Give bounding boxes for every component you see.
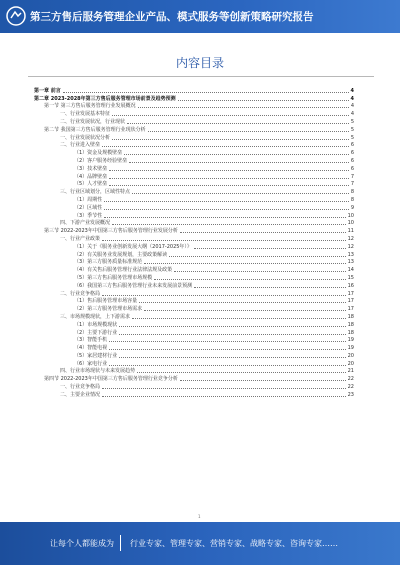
toc-entry-title: （1）关于《服务业创新发展大纲（2017-2025年）》: [74, 243, 192, 250]
toc-leader-dots: [102, 240, 346, 241]
toc-entry-title: （2）区域性: [74, 204, 103, 211]
toc-entry-title: 三、市场规模现状，上下游需求: [60, 313, 131, 320]
toc-entry-page: 19: [347, 345, 354, 352]
toc-entry[interactable]: [34, 86, 354, 94]
toc-leader-dots: [104, 217, 345, 218]
toc-entry-title: 一、行业竞争格局: [60, 384, 101, 391]
report-title: 第三方售后服务管理企业产品、模式服务等创新策略研究报告: [30, 11, 314, 23]
toc-entry[interactable]: [34, 180, 354, 188]
toc-entry[interactable]: [34, 94, 354, 102]
logo-icon: [6, 6, 26, 26]
toc-entry[interactable]: [34, 133, 354, 141]
toc-entry[interactable]: [34, 312, 354, 320]
page-number: 1: [198, 514, 201, 519]
toc-entry-title: 一、行业发展基本特征: [60, 111, 111, 118]
toc-leader-dots: [139, 302, 345, 303]
toc-leader-dots: [109, 170, 349, 171]
toc-entry[interactable]: [34, 250, 354, 258]
toc-entry[interactable]: [34, 211, 354, 219]
footer-slogan: 让每个人都能成为: [50, 539, 114, 548]
toc-leader-dots: [112, 139, 349, 140]
toc-entry-title: （1）市场规模现状: [74, 321, 118, 328]
toc-heading: 内容目录: [175, 56, 224, 70]
toc-entry-title: （3）技术壁垒: [74, 165, 108, 172]
toc-entry-page: 20: [347, 360, 354, 367]
toc-leader-dots: [119, 326, 345, 327]
toc-entry[interactable]: [34, 195, 354, 203]
toc-entry[interactable]: [34, 258, 354, 266]
toc-entry[interactable]: [34, 117, 354, 125]
table-of-contents: [34, 86, 354, 398]
toc-entry-page: 23: [347, 391, 354, 398]
toc-entry-title: （5）人才壁垒: [74, 181, 108, 188]
toc-leader-dots: [180, 232, 346, 233]
toc-entry[interactable]: [34, 164, 354, 172]
toc-entry-title: （5）家居建材行业: [74, 352, 118, 359]
toc-entry[interactable]: [34, 351, 354, 359]
toc-entry-title: 四、下游产业发展概况: [60, 220, 111, 227]
toc-entry-page: 22: [347, 376, 354, 383]
toc-entry[interactable]: [34, 242, 354, 250]
toc-entry-page: 16: [347, 282, 354, 289]
toc-leader-dots: [154, 279, 345, 280]
toc-leader-dots: [174, 271, 345, 272]
toc-entry-title: 一、行业产业政策: [60, 235, 101, 242]
toc-entry-page: 5: [350, 118, 354, 125]
toc-entry-title: （4）品牌壁垒: [74, 173, 108, 180]
toc-entry-title: 第一节 第三方售后服务管理行业发展概况: [44, 103, 136, 110]
toc-entry-title: 第二章 2023-2028年第三方售后服务管理市场前景及趋势预测: [34, 95, 176, 102]
toc-entry-page: 4: [350, 111, 354, 118]
toc-entry[interactable]: [34, 336, 354, 344]
toc-entry-title: 第三节 2022-2023年中国第三方售后服务管理行业发展分析: [44, 228, 178, 235]
toc-leader-dots: [109, 349, 345, 350]
toc-entry[interactable]: [34, 382, 354, 390]
toc-leader-dots: [127, 123, 349, 124]
toc-entry-page: 15: [347, 274, 354, 281]
footer-divider: [120, 535, 121, 551]
toc-entry-title: 二、主要企业情况: [60, 391, 101, 398]
toc-entry-title: （4）智能电视: [74, 345, 108, 352]
toc-leader-dots: [148, 131, 349, 132]
toc-entry-page: 11: [347, 228, 354, 235]
toc-entry-title: （2）第三方服务管理市场需求: [74, 306, 143, 313]
toc-leader-dots: [102, 146, 349, 147]
toc-entry-page: 6: [350, 157, 354, 164]
toc-leader-dots: [144, 310, 345, 311]
toc-leader-dots: [112, 224, 346, 225]
toc-leader-dots: [129, 162, 349, 163]
toc-entry[interactable]: [34, 359, 354, 367]
toc-leader-dots: [137, 372, 346, 373]
toc-entry-page: 7: [350, 173, 354, 180]
toc-leader-dots: [138, 107, 349, 108]
toc-entry-title: （6）家电行业: [74, 360, 108, 367]
toc-entry-page: 6: [350, 142, 354, 149]
toc-entry[interactable]: [34, 125, 354, 133]
toc-entry-title: 三、行业区域划分，区域性特点: [60, 189, 131, 196]
toc-entry-page: 17: [347, 298, 354, 305]
toc-entry-page: 12: [347, 243, 354, 250]
toc-entry[interactable]: [34, 374, 354, 382]
toc-entry-title: （6）我国第三方售后服务管理行业未来发展前景预测: [74, 282, 193, 289]
toc-entry-page: 18: [347, 313, 354, 320]
toc-entry-page: 14: [347, 267, 354, 274]
toc-entry-page: 13: [347, 259, 354, 266]
toc-entry-title: 二、行业竞争格局: [60, 290, 101, 297]
toc-entry-page: 18: [347, 321, 354, 328]
toc-entry-page: 5: [350, 134, 354, 141]
toc-entry[interactable]: [34, 297, 354, 305]
toc-entry-title: （2）有关服务业发展规划，主要政策解读: [74, 251, 168, 258]
toc-leader-dots: [102, 396, 346, 397]
toc-entry-page: 12: [347, 235, 354, 242]
toc-leader-dots: [63, 92, 349, 93]
toc-entry-title: （1）资金及规模壁垒: [74, 150, 123, 157]
toc-leader-dots: [102, 295, 346, 296]
toc-entry-page: 5: [350, 126, 354, 133]
toc-leader-dots: [109, 178, 349, 179]
toc-leader-dots: [104, 209, 349, 210]
toc-leader-dots: [109, 185, 349, 186]
toc-leader-dots: [144, 263, 345, 264]
toc-entry[interactable]: [34, 187, 354, 195]
toc-leader-dots: [132, 193, 349, 194]
toc-entry[interactable]: [34, 367, 354, 375]
toc-leader-dots: [132, 318, 346, 319]
toc-leader-dots: [194, 287, 345, 288]
toc-entry[interactable]: [34, 289, 354, 297]
toc-entry-page: 7: [350, 181, 354, 188]
toc-entry-page: 13: [347, 251, 354, 258]
toc-leader-dots: [180, 380, 346, 381]
toc-entry-page: 10: [347, 212, 354, 219]
toc-entry-title: 一、行业发展状况分析: [60, 134, 111, 141]
toc-entry[interactable]: [34, 320, 354, 328]
toc-entry[interactable]: [34, 281, 354, 289]
toc-entry[interactable]: [34, 265, 354, 273]
toc-entry-title: 二、行业发展状况，行业现状: [60, 118, 126, 125]
toc-leader-dots: [194, 248, 346, 249]
toc-entry-title: （1）售后服务管理市场容量: [74, 298, 138, 305]
toc-entry-page: 6: [350, 165, 354, 172]
toc-entry-page: 6: [350, 150, 354, 157]
toc-entry-page: 20: [347, 352, 354, 359]
toc-leader-dots: [104, 201, 349, 202]
toc-entry[interactable]: [34, 148, 354, 156]
toc-entry[interactable]: [34, 390, 354, 398]
toc-entry-page: 4: [350, 87, 354, 94]
toc-entry-title: 第四节 2022-2023年中国第三方售后服务管理行业竞争分析: [44, 376, 178, 383]
toc-entry-page: 17: [347, 306, 354, 313]
toc-divider: [28, 76, 374, 77]
toc-entry-title: （4）有关售后服务管理行业法律法规及政策: [74, 267, 173, 274]
toc-entry-page: 18: [347, 329, 354, 336]
toc-leader-dots: [119, 334, 345, 335]
toc-entry[interactable]: [34, 226, 354, 234]
toc-entry-title: （3）季节性: [74, 212, 103, 219]
toc-entry-title: 第二节 我国第三方售后服务管理行业现状分析: [44, 126, 146, 133]
toc-entry-page: 17: [347, 290, 354, 297]
toc-entry-title: 第一章 前言: [34, 87, 61, 94]
toc-entry-title: 二、行业进入壁垒: [60, 142, 101, 149]
toc-leader-dots: [109, 341, 345, 342]
toc-leader-dots: [102, 388, 346, 389]
toc-entry[interactable]: [34, 109, 354, 117]
toc-entry-title: （2）主要下游行业: [74, 329, 118, 336]
toc-leader-dots: [178, 100, 349, 101]
toc-entry-title: 四、行业市场现状与未来发展趋势: [60, 368, 136, 375]
footer-experts: 行业专家、管理专家、营销专家、战略专家、咨询专家……: [130, 539, 338, 548]
toc-entry-page: 8: [350, 189, 354, 196]
toc-entry-title: （1）周期性: [74, 196, 103, 203]
toc-entry[interactable]: [34, 102, 354, 110]
toc-entry-title: （2）客户服务经验壁垒: [74, 157, 128, 164]
toc-leader-dots: [109, 365, 345, 366]
toc-entry[interactable]: [34, 203, 354, 211]
toc-entry-page: 10: [347, 220, 354, 227]
toc-entry[interactable]: [34, 141, 354, 149]
toc-entry[interactable]: [34, 304, 354, 312]
toc-entry-page: 4: [350, 103, 354, 110]
toc-entry[interactable]: [34, 156, 354, 164]
toc-entry-page: 21: [347, 368, 354, 375]
toc-entry[interactable]: [34, 328, 354, 336]
toc-entry-page: 19: [347, 337, 354, 344]
toc-entry-title: （3）智能手机: [74, 337, 108, 344]
report-header-banner: [0, 0, 400, 33]
toc-entry[interactable]: [34, 343, 354, 351]
toc-entry-page: 8: [350, 196, 354, 203]
toc-entry-title: （5）第三方售后服务管理市场规模: [74, 274, 153, 281]
toc-entry[interactable]: [34, 273, 354, 281]
toc-entry-title: （3）第三方服务质量标准规范: [74, 259, 143, 266]
report-footer-banner: [0, 522, 400, 565]
toc-leader-dots: [112, 115, 349, 116]
toc-leader-dots: [124, 154, 349, 155]
toc-entry-page: 9: [350, 204, 354, 211]
toc-entry-page: 22: [347, 384, 354, 391]
toc-entry[interactable]: [34, 219, 354, 227]
toc-entry[interactable]: [34, 234, 354, 242]
toc-entry[interactable]: [34, 172, 354, 180]
toc-entry-page: 4: [350, 95, 354, 102]
toc-leader-dots: [169, 256, 345, 257]
toc-leader-dots: [119, 357, 345, 358]
